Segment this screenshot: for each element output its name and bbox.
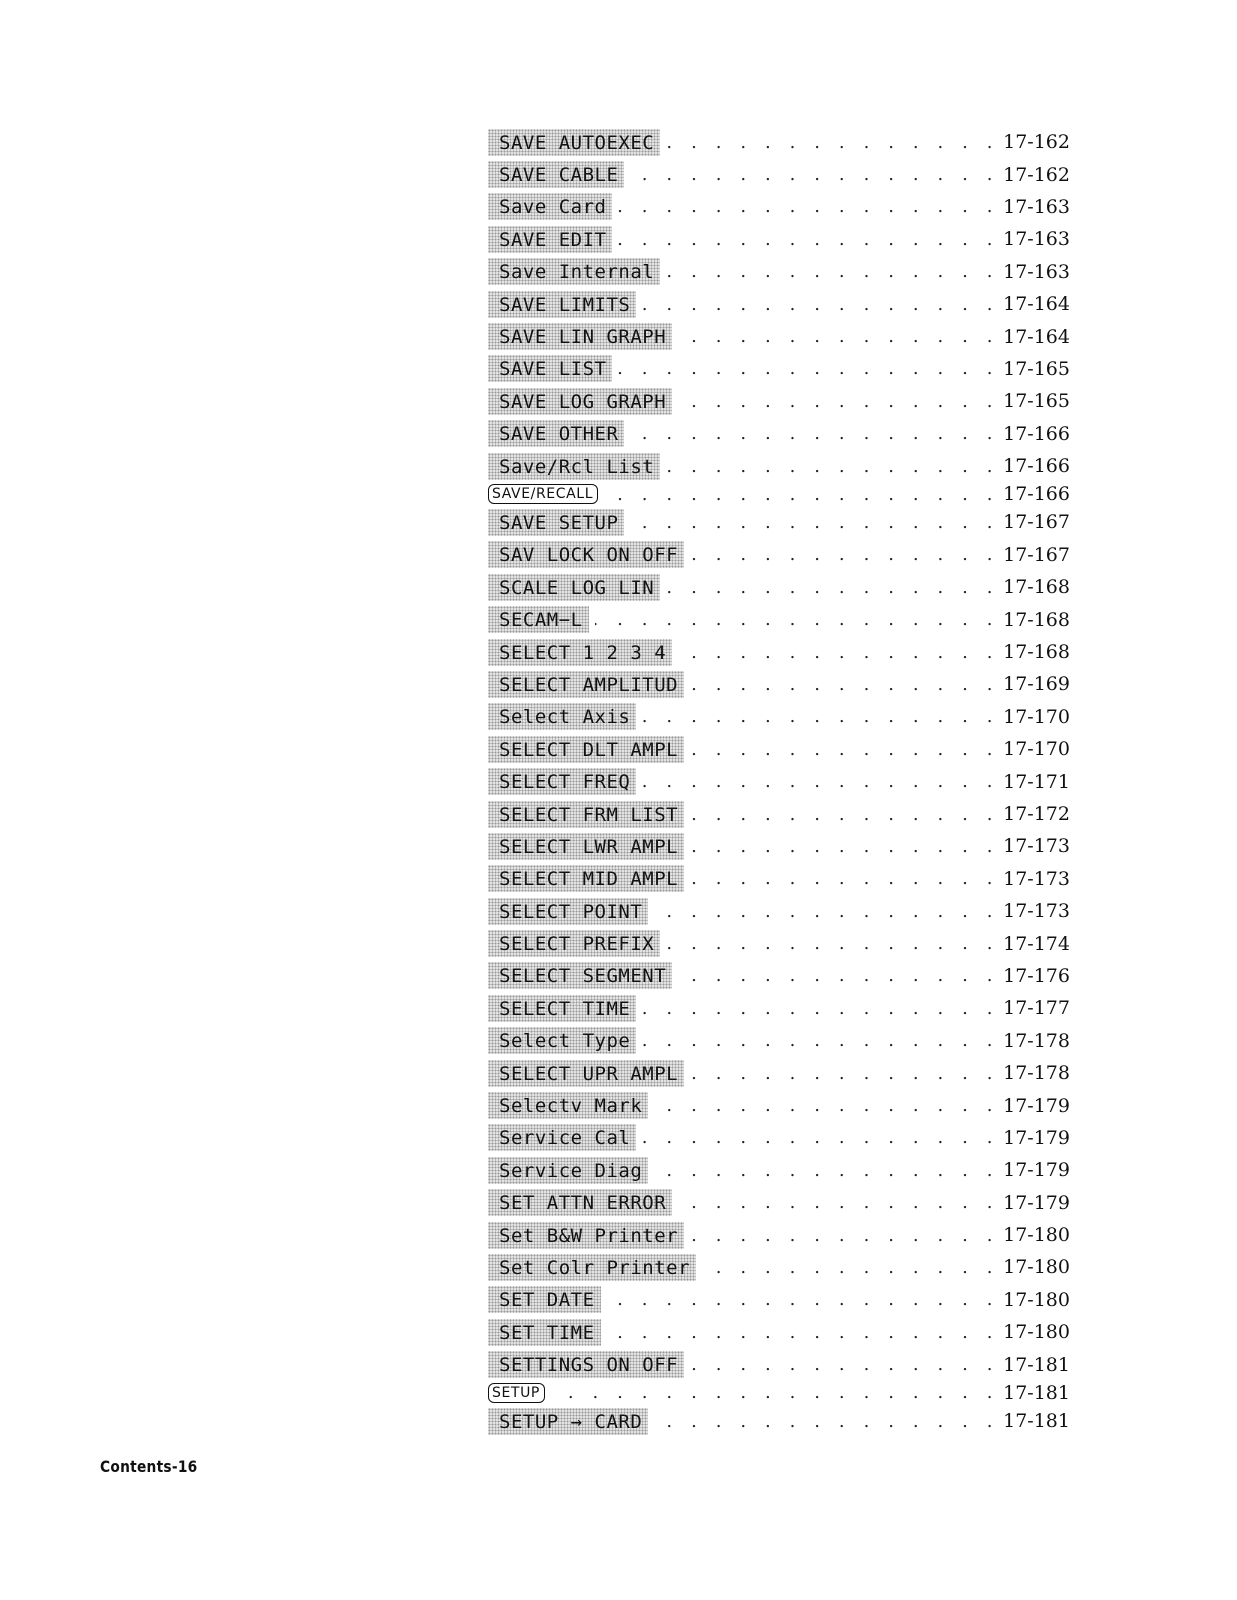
toc-entry[interactable] — [488, 733, 1070, 765]
softkey-label: Select Type — [488, 1027, 636, 1054]
dot-leader — [607, 1289, 1000, 1310]
softkey-label: SCALE LOG LIN — [488, 574, 660, 601]
softkey-label: SELECT POINT — [488, 898, 648, 925]
page-number: 17-168 — [1003, 576, 1070, 599]
toc-entry[interactable] — [488, 927, 1070, 959]
softkey-label: SELECT MID AMPL — [488, 865, 684, 892]
softkey-label: SAVE EDIT — [488, 226, 612, 253]
dot-leader — [690, 1354, 999, 1375]
toc-entry[interactable] — [488, 1057, 1070, 1089]
page-number: 17-171 — [1003, 770, 1070, 793]
softkey-label: Select Axis — [488, 703, 636, 730]
toc-entry[interactable] — [488, 1025, 1070, 1057]
toc-entry[interactable] — [488, 320, 1070, 352]
dot-leader — [702, 1257, 999, 1278]
page-number: 17-165 — [1003, 357, 1070, 380]
page-number: 17-179 — [1003, 1126, 1070, 1149]
dot-leader — [678, 642, 999, 663]
page-number: 17-164 — [1003, 293, 1070, 316]
toc-entry[interactable] — [488, 1187, 1070, 1219]
page-number: 17-180 — [1003, 1321, 1070, 1344]
dot-leader — [551, 1382, 999, 1403]
softkey-label: SAVE SETUP — [488, 509, 624, 536]
toc-entry[interactable] — [488, 126, 1070, 158]
dot-leader — [618, 358, 999, 379]
toc-entry[interactable] — [488, 1316, 1070, 1348]
softkey-label: Service Diag — [488, 1157, 648, 1184]
softkey-label: Set Colr Printer — [488, 1254, 696, 1281]
softkey-label: SAVE LOG GRAPH — [488, 388, 672, 415]
toc-entry[interactable] — [488, 288, 1070, 320]
dot-leader — [654, 901, 999, 922]
page-number: 17-180 — [1003, 1288, 1070, 1311]
dot-leader — [654, 1160, 999, 1181]
toc-entry[interactable] — [488, 223, 1070, 255]
page-number: 17-181 — [1003, 1353, 1070, 1376]
dot-leader — [607, 1322, 1000, 1343]
dot-leader — [666, 933, 999, 954]
page-number: 17-170 — [1003, 705, 1070, 728]
dot-leader — [642, 706, 999, 727]
toc-entry[interactable] — [488, 1219, 1070, 1251]
softkey-label: SAVE OTHER — [488, 420, 624, 447]
dot-leader — [595, 609, 1000, 630]
dot-leader — [678, 1192, 999, 1213]
softkey-label: SAVE LIST — [488, 355, 612, 382]
page-number: 17-172 — [1003, 803, 1070, 825]
softkey-label: SELECT LWR AMPL — [488, 833, 684, 860]
toc-entry[interactable] — [488, 418, 1070, 450]
page-number: 17-163 — [1003, 195, 1070, 218]
toc-entry[interactable] — [488, 1348, 1070, 1380]
toc-entry[interactable] — [488, 571, 1070, 603]
softkey-label: SELECT FRM LIST — [488, 801, 684, 828]
toc-entry[interactable] — [488, 191, 1070, 223]
page-number: 17-167 — [1003, 543, 1070, 566]
dot-leader — [690, 1063, 999, 1084]
softkey-label: SELECT DLT AMPL — [488, 736, 684, 763]
toc-entry[interactable] — [488, 830, 1070, 862]
dot-leader — [642, 1030, 999, 1051]
softkey-label: SETUP → CARD — [488, 1408, 648, 1435]
dot-leader — [666, 132, 999, 153]
dot-leader — [642, 998, 999, 1019]
dot-leader — [678, 391, 999, 412]
dot-leader — [604, 484, 999, 505]
page-number: 17-180 — [1003, 1224, 1070, 1247]
toc-entry[interactable] — [488, 603, 1070, 635]
toc-entry[interactable] — [488, 385, 1070, 417]
dot-leader — [654, 1095, 999, 1116]
page-number: 17-166 — [1003, 422, 1070, 445]
toc-entry[interactable] — [488, 158, 1070, 190]
toc-entry[interactable] — [488, 256, 1070, 288]
page-number: 17-167 — [1003, 511, 1070, 534]
toc-entry[interactable] — [488, 636, 1070, 668]
page-number: 17-163 — [1003, 228, 1070, 251]
softkey-label: SELECT UPR AMPL — [488, 1060, 684, 1087]
dot-leader — [690, 1225, 999, 1246]
toc-entry[interactable] — [488, 1122, 1070, 1154]
page-number: 17-170 — [1003, 738, 1070, 761]
dot-leader — [678, 965, 999, 986]
toc-entry[interactable] — [488, 1381, 1070, 1405]
softkey-label: Service Cal — [488, 1124, 636, 1151]
page-number: 17-166 — [1003, 455, 1070, 478]
softkey-label: SELECT FREQ — [488, 768, 636, 795]
dot-leader — [630, 423, 999, 444]
dot-leader — [690, 804, 999, 825]
toc-entry[interactable] — [488, 798, 1070, 830]
softkey-label: SET ATTN ERROR — [488, 1189, 672, 1216]
softkey-label: SAVE AUTOEXEC — [488, 129, 660, 156]
softkey-label: Set B&W Printer — [488, 1222, 684, 1249]
page-number: 17-165 — [1003, 390, 1070, 413]
page-number: 17-173 — [1003, 900, 1070, 923]
softkey-label: SELECT SEGMENT — [488, 962, 672, 989]
dot-leader — [666, 577, 999, 598]
dot-leader — [690, 739, 999, 760]
page-number: 17-179 — [1003, 1094, 1070, 1117]
dot-leader — [618, 229, 999, 250]
softkey-label: SELECT PREFIX — [488, 930, 660, 957]
softkey-label: Save Internal — [488, 258, 660, 285]
toc-entry[interactable] — [488, 506, 1070, 538]
page-number: 17-163 — [1003, 260, 1070, 283]
page-footer-label: Contents-16 — [100, 1457, 198, 1476]
dot-leader — [618, 196, 999, 217]
toc-entry[interactable] — [488, 1284, 1070, 1316]
toc-entry[interactable] — [488, 1405, 1070, 1437]
page-number: 17-168 — [1003, 608, 1070, 631]
softkey-label: Save/Rcl List — [488, 453, 660, 480]
table-of-contents-list — [488, 126, 1070, 1437]
softkey-label: SAVE LIMITS — [488, 291, 636, 318]
page-number: 17-181 — [1003, 1410, 1070, 1433]
toc-entry[interactable] — [488, 482, 1070, 506]
toc-entry[interactable] — [488, 1089, 1070, 1121]
softkey-label: SETTINGS ON OFF — [488, 1351, 684, 1378]
toc-entry[interactable] — [488, 863, 1070, 895]
toc-entry[interactable] — [488, 539, 1070, 571]
hardkey-label: SETUP — [488, 1383, 545, 1403]
softkey-label: Selectv Mark — [488, 1092, 648, 1119]
page-number: 17-176 — [1003, 964, 1070, 987]
page-number: 17-174 — [1003, 932, 1070, 955]
page-number: 17-178 — [1003, 1029, 1070, 1052]
toc-entry[interactable] — [488, 765, 1070, 797]
page-number: 17-181 — [1003, 1381, 1070, 1404]
toc-entry[interactable] — [488, 992, 1070, 1024]
page-number: 17-177 — [1003, 997, 1070, 1020]
toc-entry[interactable] — [488, 668, 1070, 700]
dot-leader — [690, 674, 999, 695]
dot-leader — [678, 326, 999, 347]
softkey-label: SELECT TIME — [488, 995, 636, 1022]
dot-leader — [654, 1411, 999, 1432]
dot-leader — [642, 771, 999, 792]
toc-entry[interactable] — [488, 701, 1070, 733]
softkey-label: SECAM−L — [488, 606, 589, 633]
toc-entry[interactable] — [488, 450, 1070, 482]
softkey-label: SAVE LIN GRAPH — [488, 323, 672, 350]
dot-leader — [690, 544, 999, 565]
toc-entry[interactable] — [488, 353, 1070, 385]
dot-leader — [666, 261, 999, 282]
page-number: 17-164 — [1003, 325, 1070, 348]
softkey-label: SAVE CABLE — [488, 161, 624, 188]
dot-leader — [690, 836, 999, 857]
page-number: 17-162 — [1003, 163, 1070, 186]
toc-entry[interactable] — [488, 960, 1070, 992]
dot-leader — [690, 868, 999, 889]
page-number: 17-180 — [1003, 1256, 1070, 1279]
softkey-label: SET TIME — [488, 1319, 601, 1346]
page-number: 17-168 — [1003, 641, 1070, 664]
page-number: 17-162 — [1003, 131, 1070, 154]
dot-leader — [630, 164, 999, 185]
page-number: 17-179 — [1003, 1191, 1070, 1214]
page-number: 17-169 — [1003, 673, 1070, 696]
softkey-label: SET DATE — [488, 1286, 601, 1313]
softkey-label: SELECT AMPLITUD — [488, 671, 684, 698]
dot-leader — [630, 512, 999, 533]
toc-entry[interactable] — [488, 1154, 1070, 1186]
toc-entry[interactable] — [488, 895, 1070, 927]
softkey-label: SAV LOCK ON OFF — [488, 541, 684, 568]
page-number: 17-178 — [1003, 1062, 1070, 1085]
toc-entry[interactable] — [488, 1251, 1070, 1283]
softkey-label: SELECT 1 2 3 4 — [488, 639, 672, 666]
page-number: 17-173 — [1003, 835, 1070, 858]
dot-leader — [642, 294, 999, 315]
hardkey-label: SAVE/RECALL — [488, 484, 598, 504]
page-number: 17-173 — [1003, 867, 1070, 890]
page-number: 17-179 — [1003, 1159, 1070, 1182]
dot-leader — [666, 456, 999, 477]
dot-leader — [642, 1127, 999, 1148]
softkey-label: Save Card — [488, 193, 612, 220]
page-number: 17-166 — [1003, 483, 1070, 506]
